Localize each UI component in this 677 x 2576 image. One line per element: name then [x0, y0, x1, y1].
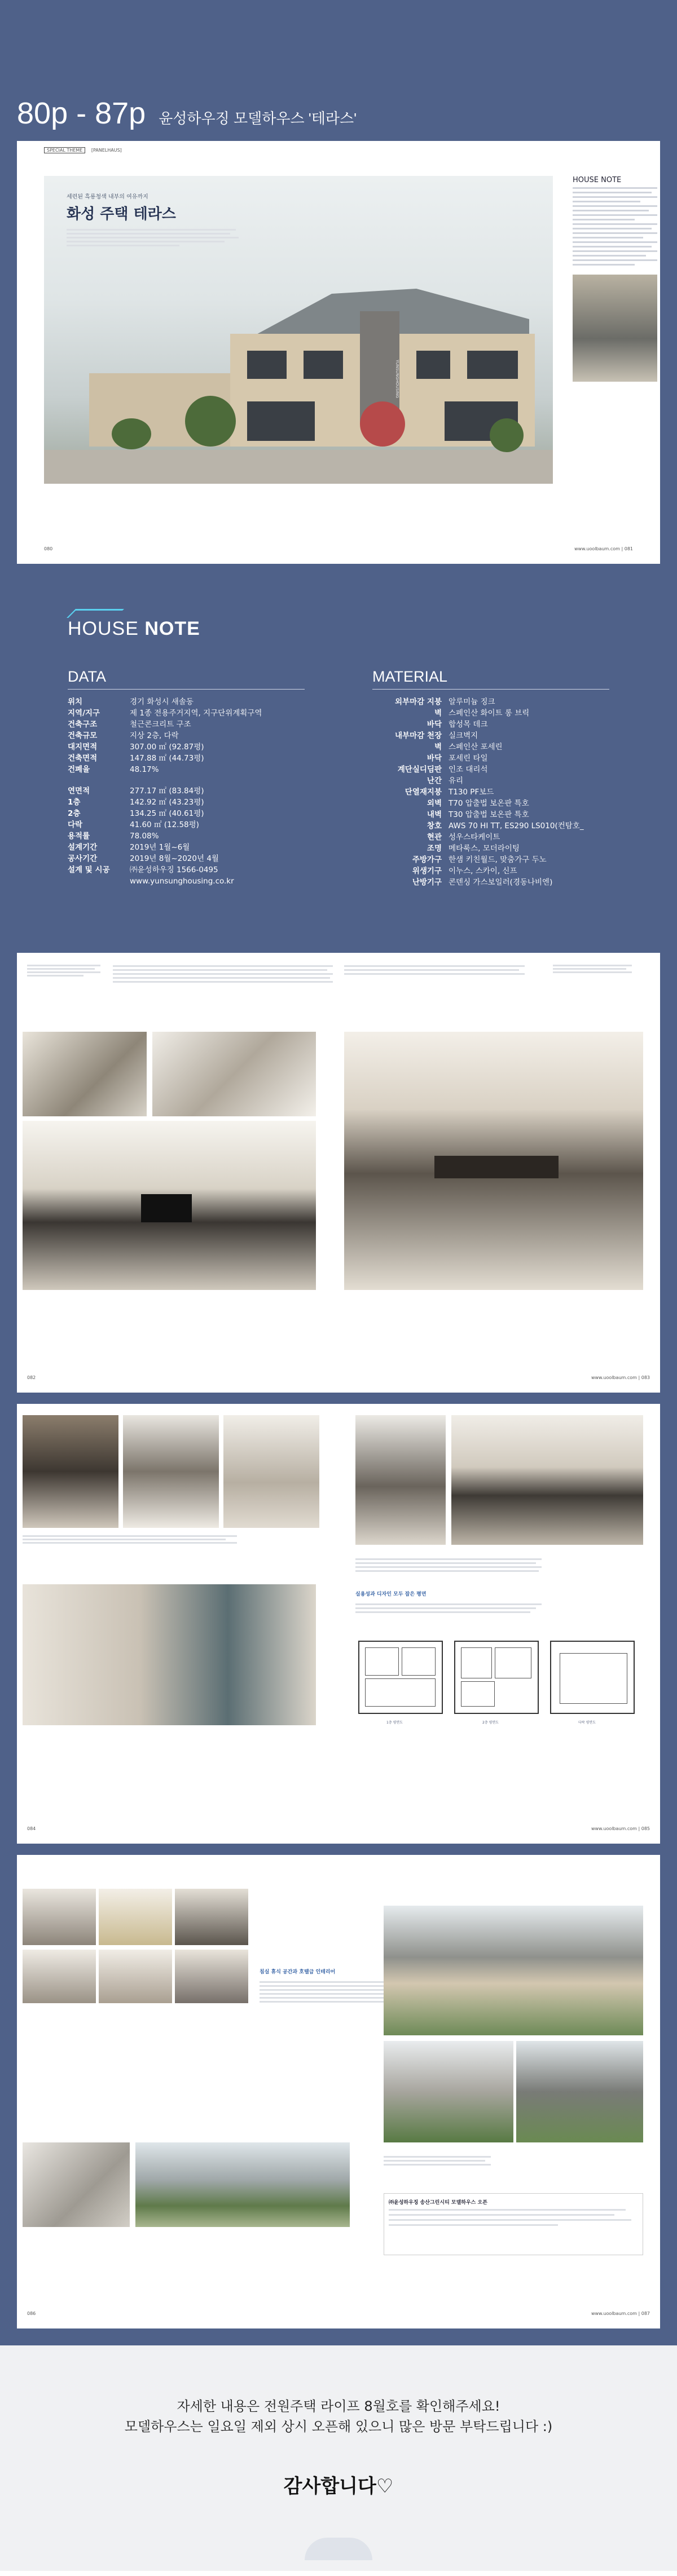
spec-key: 건축면적 [68, 754, 98, 763]
decorative-arc [0, 2532, 677, 2555]
spec-value: 철근콘크리트 구조 [130, 720, 191, 729]
room-photo-e [99, 1950, 172, 2003]
corridor-photo [223, 1415, 319, 1528]
intro-kicker: 세련된 흑룡청색 내부의 여유까지 [67, 194, 148, 200]
spec-key: 현관 [427, 833, 442, 842]
exterior-photo-1 [384, 1906, 643, 2035]
spec-value: www.yunsunghousing.co.kr [130, 877, 234, 886]
spec-key: 조명 [427, 844, 442, 853]
info-box [384, 2193, 643, 2255]
data-list-2 [68, 785, 372, 887]
spec-row [68, 764, 372, 775]
master-bedroom-photo [451, 1415, 643, 1545]
spec-row [372, 854, 677, 865]
magazine-spread-4 [17, 1855, 660, 2328]
spec-key: 건축구조 [68, 720, 98, 729]
spec-value: 포세린 타일 [449, 754, 488, 763]
body-text-4 [355, 1601, 547, 1615]
spec-value: 277.17 ㎡ (83.84평) [130, 787, 204, 796]
house-exterior-photo [44, 176, 553, 484]
spec-key: 난간 [427, 776, 442, 785]
spec-row [372, 764, 677, 775]
spread1-frame [0, 141, 677, 575]
folio-left: 080 [44, 546, 53, 551]
spec-value: 이누스, 스카이, 신프 [449, 867, 517, 876]
garden-photo [135, 2142, 350, 2227]
room-photo-b [99, 1889, 172, 1945]
living-room-photo [23, 1121, 316, 1290]
logo-word-note: NOTE [144, 618, 200, 639]
spec-value: 경기 화성시 새솔동 [130, 697, 194, 706]
spec-row [68, 808, 372, 819]
folio-right: www.uoolbaum.com | 081 [574, 546, 633, 551]
spec-key: 난방기구 [412, 878, 442, 887]
spec-key: 공사기간 [68, 854, 98, 863]
page-range: 80p - 87p [17, 96, 146, 130]
spec-key: 1층 [68, 798, 81, 807]
spec-key: 내부마감 천장 [395, 731, 442, 740]
room-photo-c [175, 1889, 248, 1945]
spec-row [68, 853, 372, 864]
spec-row [372, 719, 677, 730]
plan-heading: 실용성과 디자인 모두 잡은 평면 [355, 1592, 427, 1597]
magazine-spread-2 [17, 953, 660, 1393]
spec-row [68, 797, 372, 808]
spread2-frame [0, 942, 677, 1404]
section-label: [PANELHAUS] [91, 148, 122, 153]
magazine-spread-1 [17, 141, 660, 564]
study-photo [23, 1415, 118, 1528]
house-note-logo [68, 618, 677, 640]
spec-value: T30 압출법 보온판 특호 [449, 810, 529, 819]
spec-value: T70 압출법 보온판 특호 [449, 799, 529, 808]
spec-row [68, 741, 372, 753]
intro-paragraph [67, 229, 253, 246]
spec-key: 계단실디딤판 [397, 765, 442, 774]
material-column [372, 668, 677, 888]
spec-value: 한샘 키친월드, 맞춤가구 두노 [449, 855, 547, 864]
spec-row [372, 741, 677, 753]
exterior-photo-2 [384, 2041, 513, 2142]
spec-row [68, 842, 372, 853]
spec-row [372, 730, 677, 741]
data-heading: DATA [68, 668, 305, 690]
spec-row [68, 696, 372, 708]
spec-key: 벽 [434, 709, 442, 718]
plan-label-2f: 2층 평면도 [482, 1721, 499, 1725]
house-note-section [0, 575, 677, 942]
spec-value: 지상 2층, 다락 [130, 731, 179, 740]
spec-value: 제 1종 전용주거지역, 지구단위계획구역 [130, 709, 262, 718]
spec-row [372, 798, 677, 809]
spec-key: 바닥 [427, 754, 442, 763]
spec-value: 78.08% [130, 832, 159, 841]
spec-row [372, 787, 677, 798]
spec-value: 인조 대리석 [449, 765, 488, 774]
side-logo: HOUSE NOTE [573, 176, 622, 184]
spec-row [372, 843, 677, 854]
spec-row [372, 775, 677, 787]
spec-row [68, 785, 372, 797]
plan-label-attic: 다락 평면도 [578, 1721, 596, 1725]
spec-key: 대지면적 [68, 743, 98, 752]
article-intro [67, 192, 253, 249]
spec-key: 건폐율 [68, 765, 90, 774]
spec-key: 연면적 [68, 787, 90, 796]
spec-row [68, 864, 372, 876]
spec-key: 벽 [434, 743, 442, 752]
thanks-text: 감사합니다♡ [283, 2475, 394, 2498]
caption-block-1 [27, 963, 106, 978]
house-sign: YUNSUNGHOUSING [360, 311, 399, 424]
bath-photo [355, 1415, 446, 1545]
spec-value: 스페인산 포세린 [449, 743, 503, 752]
roof-icon [67, 609, 124, 618]
spec-value: 307.00 ㎡ (92.87평) [130, 743, 204, 752]
attic-photo [23, 2142, 130, 2227]
spec-value: 알루미늄 징크 [449, 697, 495, 706]
folio-left: 086 [27, 2311, 36, 2316]
body-text-1 [113, 963, 338, 985]
spec-key: 외부마감 지붕 [395, 697, 442, 706]
spec-value: AWS 70 HI TT, ES290 LS010(컨탐호_ [449, 821, 584, 830]
top-header [0, 0, 677, 141]
kitchen-dining-photo [344, 1032, 643, 1290]
data-column [68, 668, 372, 888]
material-heading: MATERIAL [372, 668, 609, 690]
spec-row [372, 865, 677, 877]
folio-left: 084 [27, 1826, 36, 1831]
spec-value: 41.60 ㎡ (12.58평) [130, 820, 199, 829]
spec-row [372, 696, 677, 708]
info-box-title: ㈜윤성하우징 송산그린시티 모델하우스 오픈 [389, 2200, 487, 2206]
spec-key [68, 876, 130, 887]
spec-row [68, 876, 372, 887]
spec-key: 바닥 [427, 720, 442, 729]
caption-block-2 [553, 963, 638, 975]
spec-row [68, 730, 372, 741]
rest-heading: 침실 휴식 공간과 호텔급 인테리어 [260, 1969, 336, 1975]
spec-row [372, 809, 677, 820]
spec-row [68, 753, 372, 764]
spec-row [372, 753, 677, 764]
intro-title: 화성 주택 테라스 [67, 206, 176, 223]
spread4-frame [0, 1855, 677, 2345]
spec-key: 2층 [68, 809, 81, 818]
spec-key: 주방가구 [412, 855, 442, 864]
spec-row [372, 820, 677, 832]
spec-row [68, 819, 372, 830]
spec-row [68, 719, 372, 730]
closing-line-2: 모델하우스는 일요일 제외 상시 오픈해 있으니 많은 방문 부탁드립니다 :) [124, 2419, 553, 2434]
spec-key: 위생기구 [412, 867, 442, 876]
front-yard [44, 450, 553, 484]
spread-header [44, 148, 633, 159]
spec-value: 147.88 ㎡ (44.73평) [130, 754, 204, 763]
room-photo-d [23, 1950, 96, 2003]
spec-key: 단열재지붕 [405, 788, 442, 797]
folio-right: www.uoolbaum.com | 085 [591, 1826, 650, 1831]
room-photo-a [23, 1889, 96, 1945]
body-text-3 [355, 1556, 547, 1574]
spec-key: 외벽 [427, 799, 442, 808]
page-title [17, 96, 357, 131]
stair-photo [152, 1032, 316, 1116]
logo-word-house: HOUSE [68, 618, 139, 639]
spec-row [68, 708, 372, 719]
spec-key: 건축규모 [68, 731, 98, 740]
exterior-photo-3 [516, 2041, 643, 2142]
spec-value: 유리 [449, 776, 464, 785]
floor-plan-2f [454, 1641, 539, 1714]
spec-row [372, 877, 677, 888]
magazine-spread-3 [17, 1404, 660, 1844]
spec-key: 설계기간 [68, 843, 98, 852]
closing-message [0, 2345, 677, 2571]
page-subtitle: 윤성하우징 모델하우스 '테라스' [159, 110, 357, 127]
spec-row [68, 830, 372, 842]
bedroom-view-photo [23, 1584, 316, 1725]
floor-plan-attic [550, 1641, 635, 1714]
spec-value: 134.25 ㎡ (40.61평) [130, 809, 204, 818]
spec-value: T130 PF보드 [449, 788, 494, 797]
spec-row [372, 832, 677, 843]
spread3-frame [0, 1404, 677, 1855]
body-text-2 [344, 963, 530, 977]
spec-key: 지역/지구 [68, 709, 100, 718]
material-list [372, 696, 677, 888]
folio-left: 082 [27, 1375, 36, 1380]
spec-value: 메타룩스, 모더라이팅 [449, 844, 520, 853]
body-text-6 [384, 2154, 496, 2168]
caption-block-3 [23, 1534, 248, 1545]
spec-value: 2019년 8월~2020년 4월 [130, 854, 219, 863]
spec-value: 2019년 1월~6월 [130, 843, 190, 852]
spec-key: 내벽 [427, 810, 442, 819]
closing-line-1: 자세한 내용은 전원주택 라이프 8월호를 확인해주세요! [177, 2398, 500, 2414]
stair-hall-photo [123, 1415, 219, 1528]
entry-photo [23, 1032, 147, 1116]
spec-row [372, 708, 677, 719]
spec-key: 창호 [427, 821, 442, 830]
data-list [68, 696, 372, 775]
spec-value: 콘덴싱 가스보일러(경동나비엔) [449, 878, 553, 887]
spec-value: 실크벽지 [449, 731, 478, 740]
spec-value: ㈜윤성하우징 1566-0495 [130, 865, 218, 874]
side-info-column [573, 176, 669, 382]
spec-value: 142.92 ㎡ (43.23평) [130, 798, 204, 807]
folio-right: www.uoolbaum.com | 083 [591, 1375, 650, 1380]
spec-key: 다락 [68, 820, 83, 829]
room-photo-f [175, 1950, 248, 2003]
floor-plan-1f [358, 1641, 443, 1714]
spec-value: 성우스타케이트 [449, 833, 500, 842]
spec-key: 위치 [68, 697, 83, 706]
plan-label-1f: 1층 평면도 [386, 1721, 403, 1725]
spec-key: 설계 및 시공 [68, 865, 110, 874]
spec-value: 스페인산 화이트 롱 브릭 [449, 709, 530, 718]
spec-value: 합성목 데크 [449, 720, 488, 729]
section-tag: SPECIAL THEME [44, 147, 85, 153]
entrance-photo [573, 275, 657, 382]
spec-key: 용적률 [68, 832, 90, 841]
folio-right: www.uoolbaum.com | 087 [591, 2311, 650, 2316]
spec-value: 48.17% [130, 765, 159, 774]
side-text [573, 187, 669, 266]
